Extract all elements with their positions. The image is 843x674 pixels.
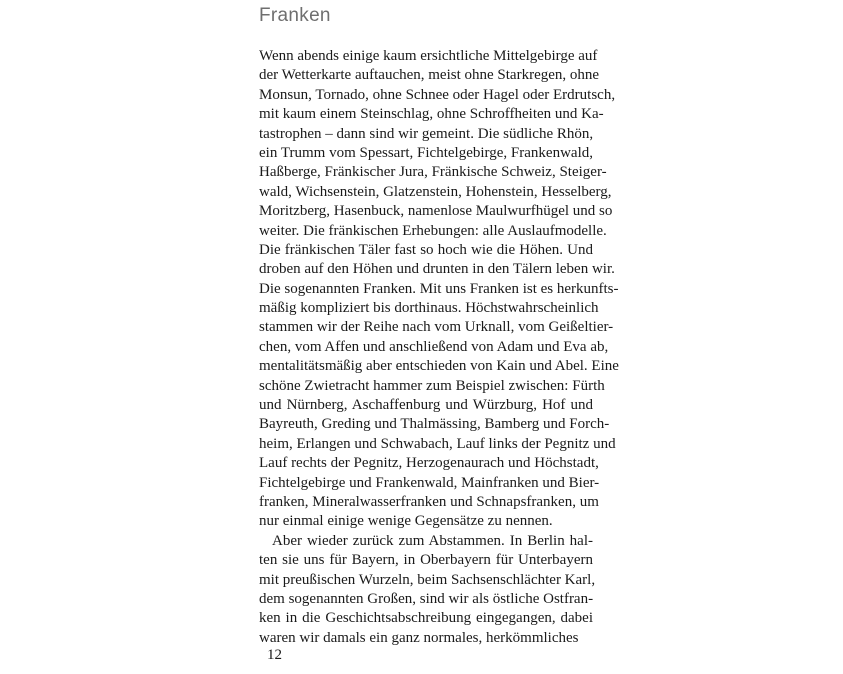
text-line: Moritzberg, Hasenbuck, namenlose Maulwurfhügel und so [259, 203, 613, 220]
text-line: mit kaum einem Steinschlag, ohne Schroffheiten und Ka- [259, 106, 604, 123]
text-line: Die fränkischen Täler fast so hoch wie die Höhen. Und [259, 241, 593, 258]
text-line: weiter. Die fränkischen Erhebungen: alle Auslaufmodelle. [259, 222, 607, 239]
text-line: und Nürnberg, Aschaffenburg und Würzburg, Hof und [259, 397, 593, 414]
text-line: mit preußischen Wurzeln, beim Sachsenschlächter Karl, [259, 571, 596, 588]
text-line: dem sogenannten Großen, sind wir als östliche Ostfran- [259, 590, 594, 607]
paragraph-1 [259, 47, 619, 532]
text-line: wald, Wichsenstein, Glatzenstein, Hohenstein, Hesselberg, [259, 183, 612, 200]
text-line: schöne Zwietracht hammer zum Beispiel zwischen: Fürth [259, 377, 605, 394]
text-line: Haßberge, Fränkischer Jura, Fränkische Schweiz, Steiger- [259, 164, 607, 181]
text-line: Monsun, Tornado, ohne Schnee oder Hagel oder Erdrutsch, [259, 86, 616, 103]
text-line: Fichtelgebirge und Frankenwald, Mainfranken und Bier- [259, 474, 600, 491]
text-line: Lauf rechts der Pegnitz, Herzogenaurach und Höchstadt, [259, 455, 599, 472]
text-line: Wenn abends einige kaum ersichtliche Mittelgebirge auf [259, 48, 598, 64]
text-line: ten sie uns für Bayern, in Oberbayern für Unterbayern [259, 552, 593, 569]
paragraph-2 [259, 532, 596, 648]
text-line: ken in die Geschichtsabschreibung eingegangen, dabei [259, 610, 593, 627]
page-number: 12 [267, 647, 282, 663]
body-text [259, 47, 619, 648]
text-line: nur einmal einige wenige Gegensätze zu nennen. [259, 513, 553, 530]
text-line: droben auf den Höhen und drunten in den Tälern leben wir. [259, 261, 615, 278]
text-line: mentalitätsmäßig aber entschieden von Kain und Abel. Eine [259, 358, 619, 375]
text-line: franken, Mineralwasserfranken und Schnapsfranken, um [259, 493, 599, 510]
text-line: waren wir damals ein ganz normales, herkömmliches [259, 629, 579, 646]
text-line: tastrophen – dann sind wir gemeint. Die südliche Rhön, [259, 125, 594, 142]
running-head: Franken [259, 5, 331, 26]
text-line: der Wetterkarte auftauchen, meist ohne Starkregen, ohne [259, 67, 600, 84]
text-line: heim, Erlangen und Schwabach, Lauf links der Pegnitz und [259, 435, 616, 452]
text-line: chen, vom Affen und anschließend von Adam und Eva ab, [259, 338, 609, 355]
text-line: Bayreuth, Greding und Thalmässing, Bamberg und Forch- [259, 416, 610, 433]
text-line: Die sogenannten Franken. Mit uns Franken ist es herkunfts- [259, 280, 619, 297]
text-line: Aber wieder zurück zum Abstammen. In Berlin hal- [272, 532, 593, 549]
text-line: stammen wir der Reihe nach vom Urknall, vom Geißeltier- [259, 319, 614, 336]
text-line: ein Trumm vom Spessart, Fichtelgebirge, Frankenwald, [259, 144, 593, 161]
text-line: mäßig kompliziert bis dorthinaus. Höchstwahrscheinlich [259, 300, 599, 317]
